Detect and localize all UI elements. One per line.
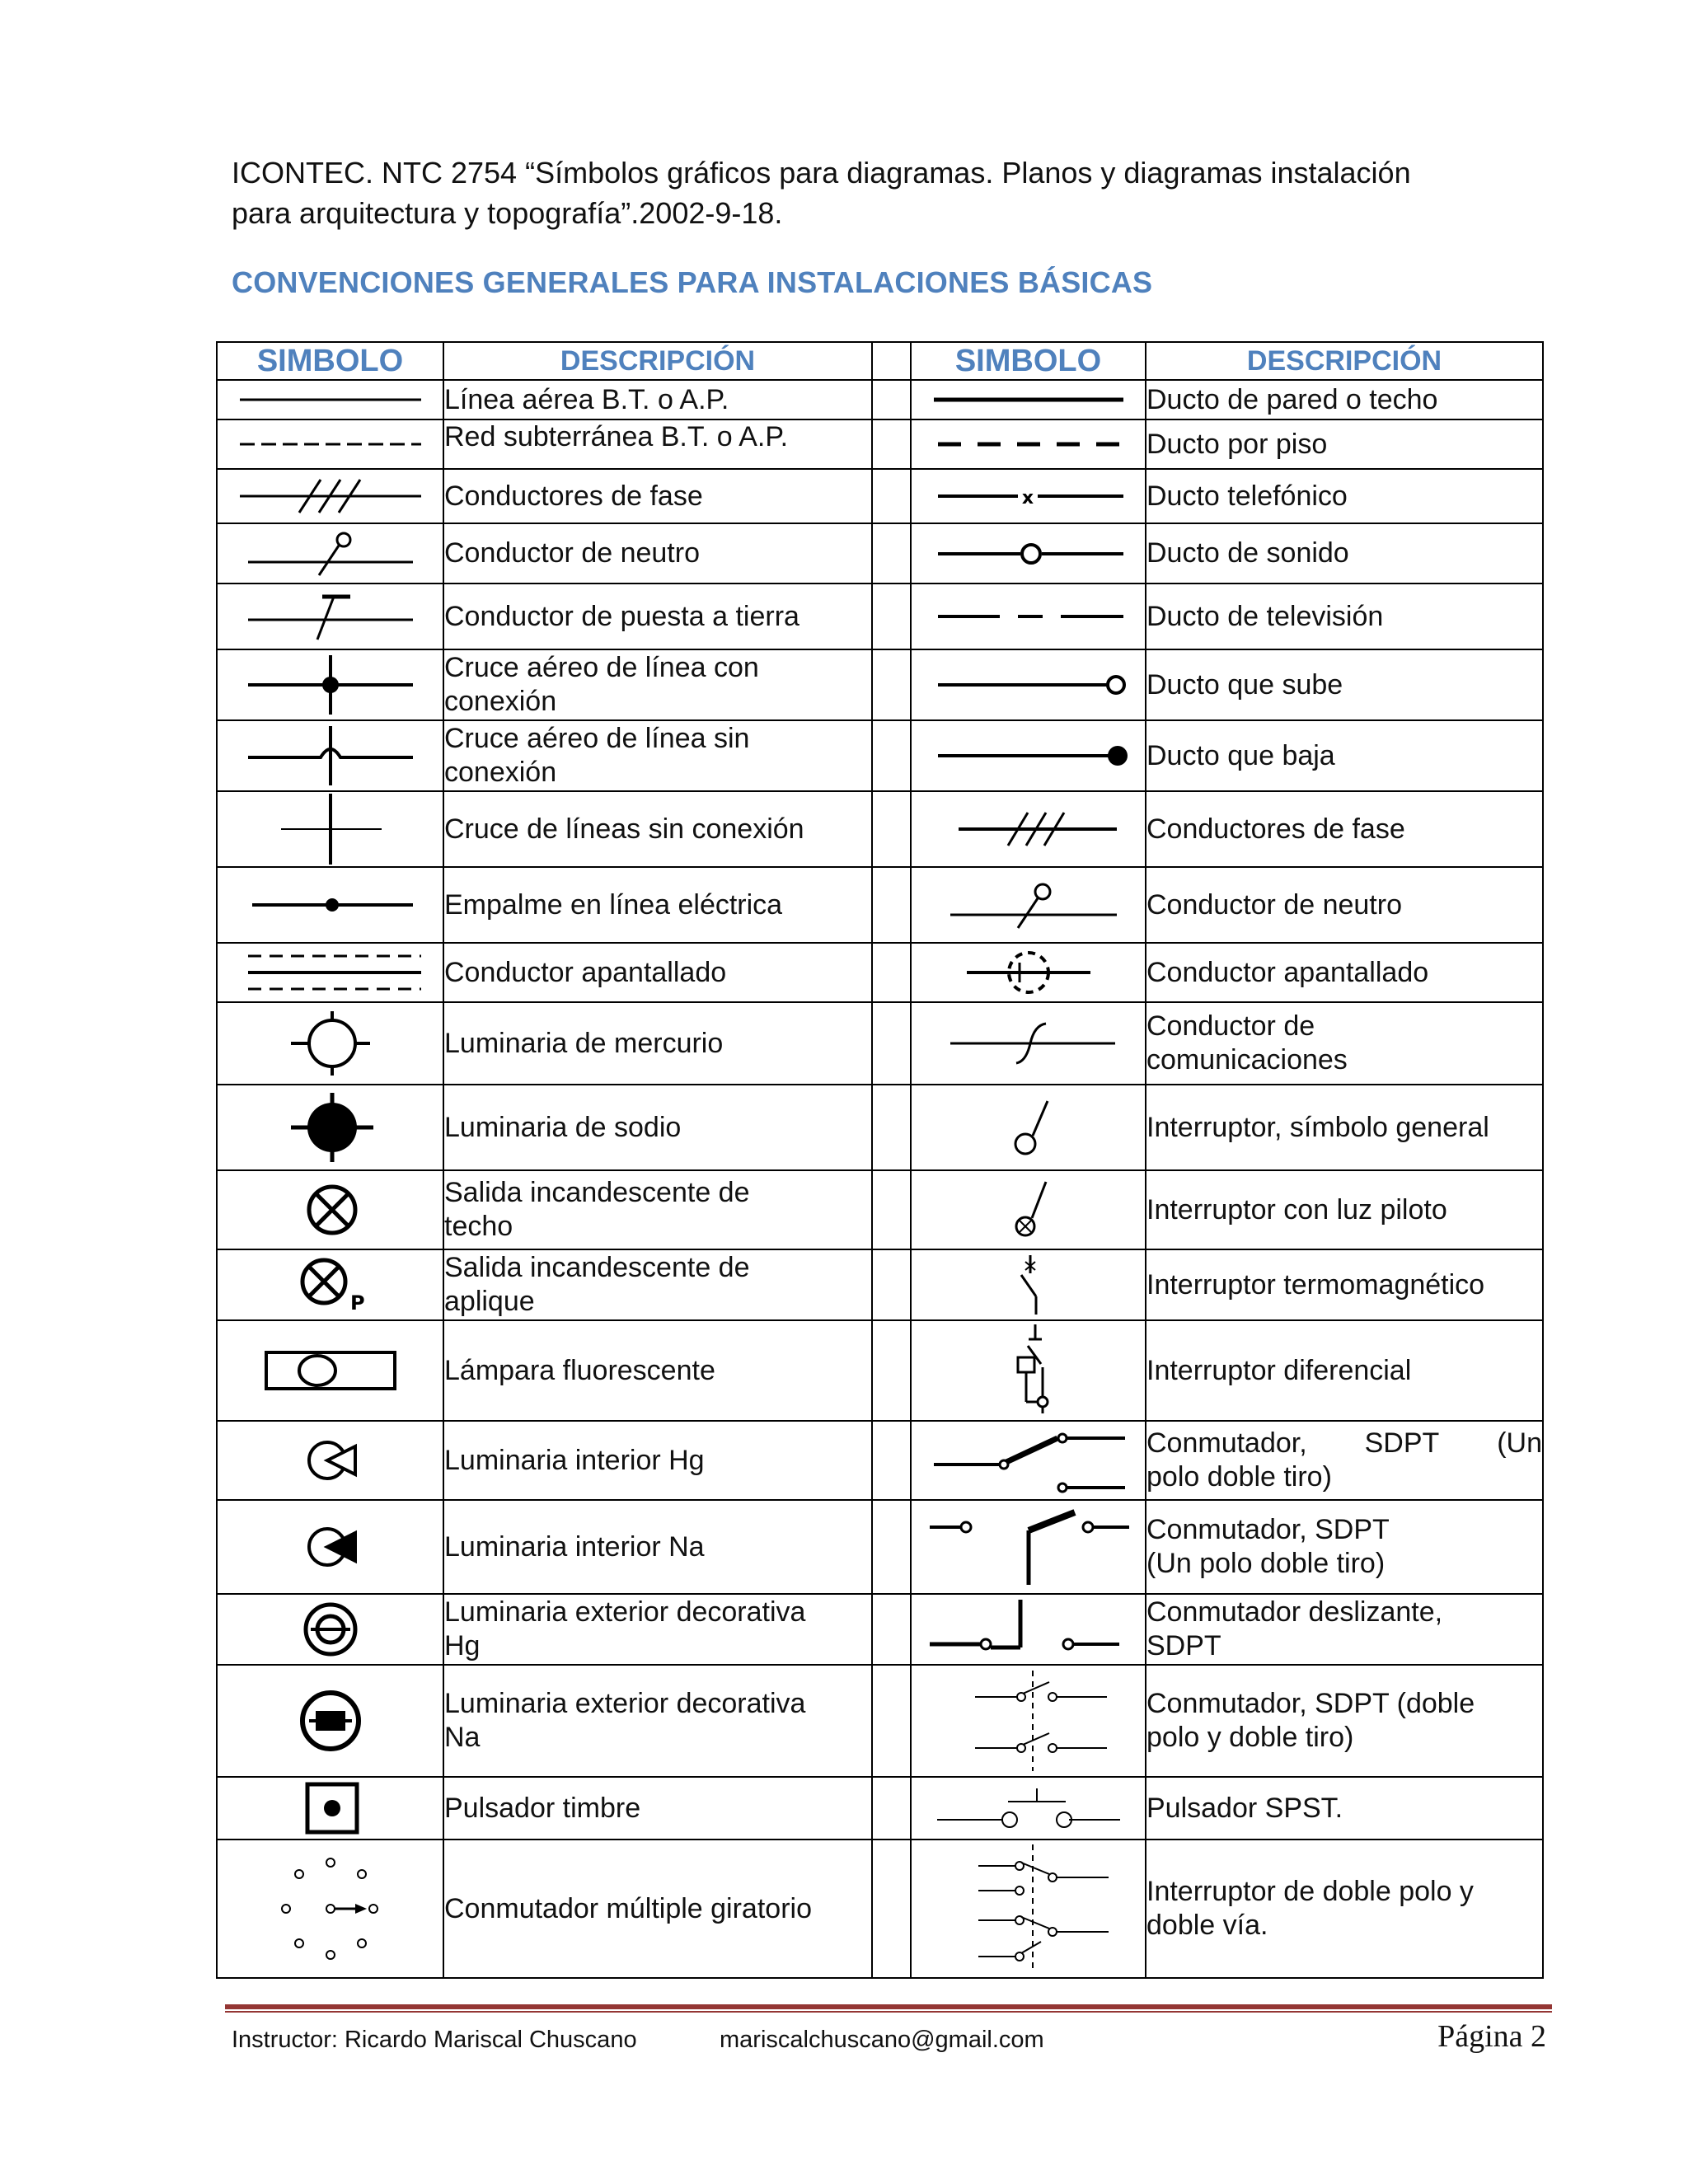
crossing-connected-icon [217, 649, 443, 720]
spdt-switch-icon [911, 1421, 1146, 1500]
header-symbol-right: SIMBOLO [911, 342, 1146, 380]
description: Ducto de pared o techo [1146, 380, 1543, 419]
wall-outlet-icon [217, 1249, 443, 1320]
ceiling-outlet-icon [217, 1170, 443, 1249]
crossing-unconnected-icon [217, 720, 443, 791]
duct-down-icon [911, 720, 1146, 791]
communications-conductor-icon [911, 1002, 1146, 1085]
page-number: Página 2 [1437, 2019, 1546, 2054]
description: Luminaria interior Hg [443, 1421, 872, 1500]
table-row [217, 583, 1543, 649]
pilot-switch-icon [911, 1170, 1146, 1249]
interior-hg-icon [217, 1421, 443, 1500]
table-row [217, 380, 1543, 419]
description: Ducto por piso [1146, 419, 1543, 469]
double-pole-switch-icon [911, 1840, 1146, 1978]
overhead-line-icon [217, 380, 443, 419]
sodium-luminaire-icon [217, 1085, 443, 1170]
mercury-luminaire-icon [217, 1002, 443, 1085]
description: Conmutador, SDPT (Un polo doble tiro) [1146, 1421, 1543, 1500]
column-gap [872, 342, 911, 380]
description: Conmutador, SDPT (Un polo doble tiro) [1146, 1500, 1543, 1594]
description: Conductor apantallado [443, 943, 872, 1002]
ground-conductor-icon [217, 583, 443, 649]
spst-button-icon [911, 1777, 1146, 1840]
description: Luminaria exterior decorativa Na [443, 1665, 872, 1777]
description: Ducto de sonido [1146, 523, 1543, 583]
doorbell-button-icon [217, 1777, 443, 1840]
description: Interruptor, símbolo general [1146, 1085, 1543, 1170]
phase-conductors-icon [911, 791, 1146, 867]
description: Lámpara fluorescente [443, 1320, 872, 1421]
description: Interruptor diferencial [1146, 1320, 1543, 1421]
fluorescent-lamp-icon [217, 1320, 443, 1421]
description: Salida incandescente de aplique [443, 1249, 872, 1320]
header-symbol-left: SIMBOLO [217, 342, 443, 380]
description: Luminaria interior Na [443, 1500, 872, 1594]
table-row [217, 1170, 1543, 1249]
description: Conductor de comunicaciones [1146, 1002, 1543, 1085]
table-row [217, 523, 1543, 583]
description: Ducto de televisión [1146, 583, 1543, 649]
table-row [217, 1840, 1543, 1978]
section-title: CONVENCIONES GENERALES PARA INSTALACIONES BÁSICAS [232, 265, 1153, 299]
table-row [217, 720, 1543, 791]
table-row [217, 649, 1543, 720]
rotary-switch-icon [217, 1840, 443, 1978]
description: Conductores de fase [443, 469, 872, 523]
conventions-table [216, 341, 1544, 1979]
footer-rule-thick [225, 2004, 1552, 2009]
header-description-left: DESCRIPCIÓN [443, 342, 872, 380]
description: Conductores de fase [1146, 791, 1543, 867]
description: Cruce de líneas sin conexión [443, 791, 872, 867]
table-row [217, 1665, 1543, 1777]
footer-instructor: Instructor: Ricardo Mariscal Chuscano [232, 2027, 637, 2053]
tv-duct-icon [911, 583, 1146, 649]
underground-line-icon [217, 419, 443, 469]
description: Empalme en línea eléctrica [443, 867, 872, 943]
table-row [217, 1085, 1543, 1170]
splice-icon [217, 867, 443, 943]
shielded-conductor-circle-icon [911, 943, 1146, 1002]
description: Interruptor de doble polo y doble vía. [1146, 1840, 1543, 1978]
table-row [217, 419, 1543, 469]
description: Ducto que baja [1146, 720, 1543, 791]
telephone-duct-icon [911, 469, 1146, 523]
description: Conmutador, SDPT (doble polo y doble tiro) [1146, 1665, 1543, 1777]
neutral-conductor-icon [911, 867, 1146, 943]
description: Línea aérea B.T. o A.P. [443, 380, 872, 419]
wall-duct-icon [911, 380, 1146, 419]
differential-switch-icon [911, 1320, 1146, 1421]
exterior-na-icon [217, 1665, 443, 1777]
description: Conductor de neutro [1146, 867, 1543, 943]
footer-email: mariscalchuscano@gmail.com [720, 2027, 1044, 2053]
spdt-switch-2-icon [911, 1500, 1146, 1594]
header-description-right: DESCRIPCIÓN [1146, 342, 1543, 380]
description: Conductor de neutro [443, 523, 872, 583]
description: Salida incandescente de techo [443, 1170, 872, 1249]
shielded-conductor-icon [217, 943, 443, 1002]
svg-text:x: x [1021, 488, 1034, 509]
table-row [217, 1500, 1543, 1594]
exterior-hg-icon [217, 1594, 443, 1665]
table-row [217, 867, 1543, 943]
table-row [217, 1320, 1543, 1421]
description: Pulsador SPST. [1146, 1777, 1543, 1840]
citation-line1: ICONTEC. NTC 2754 “Símbolos gráficos para diagramas. Planos y diagramas instalación [232, 156, 1411, 190]
table-row [217, 1777, 1543, 1840]
sound-duct-icon [911, 523, 1146, 583]
sliding-switch-icon [911, 1594, 1146, 1665]
table-row [217, 1421, 1543, 1500]
footer-rule-thin [225, 2011, 1552, 2013]
switch-icon [911, 1085, 1146, 1170]
duct-up-icon [911, 649, 1146, 720]
description: Conmutador múltiple giratorio [443, 1840, 872, 1978]
mark-p: P [349, 1291, 365, 1315]
description: Red subterránea B.T. o A.P. [443, 419, 872, 469]
table-row [217, 1594, 1543, 1665]
description: Pulsador timbre [443, 1777, 872, 1840]
description: Luminaria de sodio [443, 1085, 872, 1170]
table-row [217, 1002, 1543, 1085]
description: Luminaria exterior decorativa Hg [443, 1594, 872, 1665]
description: Ducto que sube [1146, 649, 1543, 720]
description: Conductor de puesta a tierra [443, 583, 872, 649]
floor-duct-icon [911, 419, 1146, 469]
description: Cruce aéreo de línea con conexión [443, 649, 872, 720]
description: Luminaria de mercurio [443, 1002, 872, 1085]
table-row [217, 943, 1543, 1002]
table-row [217, 791, 1543, 867]
dpdt-switch-icon [911, 1665, 1146, 1777]
citation [232, 152, 1567, 233]
breaker-icon [911, 1249, 1146, 1320]
table-header-row [217, 342, 1543, 380]
citation-line2: para arquitectura y topografía”.2002-9-18. [232, 196, 783, 230]
lines-crossing-icon [217, 791, 443, 867]
description: Interruptor termomagnético [1146, 1249, 1543, 1320]
description: Conmutador deslizante, SDPT [1146, 1594, 1543, 1665]
table-row [217, 1249, 1543, 1320]
description: Interruptor con luz piloto [1146, 1170, 1543, 1249]
phase-conductors-icon [217, 469, 443, 523]
interior-na-icon [217, 1500, 443, 1594]
neutral-conductor-icon [217, 523, 443, 583]
description: Ducto telefónico [1146, 469, 1543, 523]
description: Cruce aéreo de línea sin conexión [443, 720, 872, 791]
table-row [217, 469, 1543, 523]
description: Conductor apantallado [1146, 943, 1543, 1002]
